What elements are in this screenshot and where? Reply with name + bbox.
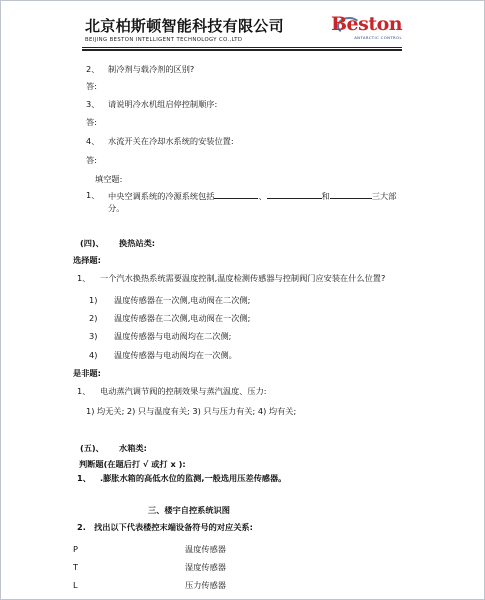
option-number: 2)	[89, 313, 98, 323]
option-text: 温度传感器与电动阀均在二次侧;	[114, 331, 232, 341]
beston-logo	[329, 15, 405, 45]
header-rule-thick	[82, 49, 402, 51]
question-number: 4、	[86, 136, 100, 146]
question-number: 1、	[77, 273, 91, 283]
answer-label: 答:	[86, 155, 97, 165]
question-text: 一个汽水换热系统需要温度控制,温度检测传感器与控制阀门应安装在什么位置?	[100, 273, 386, 283]
logo-subtitle: ANTARCTIC CONTROL	[354, 35, 402, 40]
symbol-code: P	[73, 544, 78, 554]
question-number: 1、	[77, 386, 91, 396]
fill-blank-text: 中央空调系统的冷源系统包括 、 和 三大部	[108, 191, 397, 201]
section-title: 水箱类:	[119, 443, 147, 453]
option-number: 3)	[89, 331, 98, 341]
tf-options: 1) 均无关; 2) 只与温度有关; 3) 只与压力有关; 4) 均有关;	[86, 406, 297, 416]
judge-title: 判断题(在题后打 √ 或打 x ):	[79, 459, 186, 469]
section-title: 换热站类:	[119, 238, 156, 248]
document-header	[75, 11, 405, 51]
blank-line	[267, 190, 322, 199]
option-number: 1)	[89, 295, 98, 305]
question-text: .膨胀水箱的高低水位的监测,一般选用压差传感器。	[100, 473, 287, 483]
question-number: 3、	[86, 99, 100, 109]
header-rule	[82, 47, 402, 48]
section-number: (五)、	[80, 443, 104, 453]
answer-label: 答:	[86, 81, 97, 91]
symbol-name: 湿度传感器	[185, 562, 226, 572]
blank-line	[214, 190, 258, 199]
question-text: 找出以下代表楼控末端设备符号的对应关系:	[94, 522, 253, 532]
question-text: 水流开关在冷却水系统的安装位置:	[108, 136, 234, 146]
question-number: 2.	[77, 522, 86, 532]
section-number: (四)、	[80, 238, 104, 248]
company-name-cn: 北京柏斯顿智能科技有限公司	[85, 17, 284, 35]
question-number: 2、	[86, 64, 100, 74]
symbol-name: 温度传感器	[185, 544, 226, 554]
option-text: 温度传感器在一次侧,电动阀在二次侧;	[114, 295, 251, 305]
question-text: 制冷剂与载冷剂的区别?	[108, 64, 195, 74]
logo-text: Beston	[331, 13, 403, 35]
question-number: 1、	[86, 190, 100, 200]
choice-title: 选择题:	[73, 255, 101, 265]
question-text: 请说明冷水机组启停控制顺序:	[108, 99, 218, 109]
fill-blank-title: 填空题:	[95, 174, 123, 184]
symbol-name: 压力传感器	[185, 580, 226, 590]
company-name-en: BEIJING BESTON INTELLIGENT TECHNOLOGY CO.,LTD	[85, 37, 243, 43]
fill-blank-tail: 分。	[108, 203, 125, 213]
option-number: 4)	[89, 350, 98, 360]
symbol-code: T	[73, 562, 79, 572]
option-text: 温度传感器在二次侧,电动阀在一次侧;	[114, 313, 251, 323]
question-number: 1、	[77, 473, 91, 483]
section-title: 三、楼宇自控系统识图	[148, 505, 230, 515]
true-false-title: 是非题:	[73, 368, 101, 378]
blank-line	[330, 190, 372, 199]
symbol-code: L	[73, 580, 78, 590]
answer-label: 答:	[86, 117, 97, 127]
option-text: 温度传感器与电动阀均在一次侧。	[114, 350, 237, 360]
question-text: 电动蒸汽调节阀的控制效果与蒸汽温度、压力:	[100, 386, 267, 396]
